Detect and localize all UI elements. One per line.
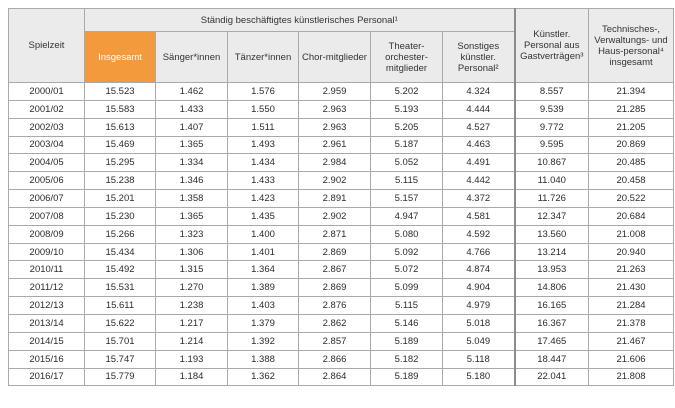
table-row [9,314,674,332]
value-cell: 5.049 [443,332,515,350]
value-cell: 4.947 [371,207,443,225]
value-cell: 2.864 [299,368,371,386]
value-cell: 5.052 [371,154,443,172]
value-cell: 4.979 [443,297,515,315]
value-cell: 2.876 [299,297,371,315]
value-cell: 1.576 [228,83,299,101]
value-cell: 14.806 [515,279,589,297]
value-cell: 5.187 [371,136,443,154]
value-cell: 2.871 [299,225,371,243]
value-cell: 2.869 [299,279,371,297]
value-cell: 20.458 [589,172,674,190]
value-cell: 15.434 [85,243,156,261]
value-cell: 5.099 [371,279,443,297]
value-cell: 1.184 [156,368,228,386]
value-cell: 15.622 [85,314,156,332]
season-cell: 2006/07 [9,190,85,208]
value-cell: 16.367 [515,314,589,332]
value-cell: 15.583 [85,100,156,118]
value-cell: 11.726 [515,190,589,208]
value-cell: 1.214 [156,332,228,350]
season-cell: 2003/04 [9,136,85,154]
value-cell: 16.165 [515,297,589,315]
table-row [9,172,674,190]
value-cell: 21.378 [589,314,674,332]
value-cell: 9.539 [515,100,589,118]
value-cell: 15.611 [85,297,156,315]
value-cell: 1.434 [228,154,299,172]
value-cell: 9.772 [515,118,589,136]
value-cell: 5.080 [371,225,443,243]
value-cell: 21.430 [589,279,674,297]
value-cell: 8.557 [515,83,589,101]
value-cell: 2.866 [299,350,371,368]
value-cell: 15.531 [85,279,156,297]
value-cell: 15.266 [85,225,156,243]
season-cell: 2011/12 [9,279,85,297]
value-cell: 5.018 [443,314,515,332]
value-cell: 5.157 [371,190,443,208]
value-cell: 2.961 [299,136,371,154]
value-cell: 5.146 [371,314,443,332]
header-total: Insgesamt [85,32,156,83]
value-cell: 1.379 [228,314,299,332]
table-row [9,207,674,225]
value-cell: 21.394 [589,83,674,101]
value-cell: 1.423 [228,190,299,208]
table-row [9,350,674,368]
value-cell: 11.040 [515,172,589,190]
header-choir: Chor-mitglieder [299,32,371,83]
value-cell: 5.072 [371,261,443,279]
value-cell: 2.867 [299,261,371,279]
table-row [9,243,674,261]
table-row [9,100,674,118]
season-cell: 2000/01 [9,83,85,101]
table-row [9,279,674,297]
value-cell: 4.444 [443,100,515,118]
value-cell: 1.365 [156,207,228,225]
season-cell: 2002/03 [9,118,85,136]
value-cell: 21.284 [589,297,674,315]
value-cell: 15.201 [85,190,156,208]
value-cell: 5.182 [371,350,443,368]
value-cell: 15.523 [85,83,156,101]
value-cell: 2.862 [299,314,371,332]
value-cell: 1.315 [156,261,228,279]
value-cell: 15.295 [85,154,156,172]
value-cell: 4.766 [443,243,515,261]
header-group-artistic-staff: Ständig beschäftigtes künstlerisches Personal¹ [85,9,515,32]
value-cell: 1.270 [156,279,228,297]
value-cell: 1.323 [156,225,228,243]
value-cell: 1.389 [228,279,299,297]
value-cell: 1.407 [156,118,228,136]
value-cell: 1.550 [228,100,299,118]
value-cell: 1.388 [228,350,299,368]
value-cell: 1.365 [156,136,228,154]
value-cell: 2.891 [299,190,371,208]
table-row [9,261,674,279]
table-row [9,225,674,243]
table-row [9,368,674,386]
season-cell: 2010/11 [9,261,85,279]
value-cell: 15.613 [85,118,156,136]
value-cell: 13.214 [515,243,589,261]
value-cell: 2.869 [299,243,371,261]
value-cell: 12.347 [515,207,589,225]
value-cell: 18.447 [515,350,589,368]
value-cell: 15.238 [85,172,156,190]
value-cell: 4.904 [443,279,515,297]
value-cell: 15.492 [85,261,156,279]
value-cell: 1.493 [228,136,299,154]
header-guest-contracts: Künstler. Personal aus Gastverträgen³ [515,9,589,83]
value-cell: 15.779 [85,368,156,386]
value-cell: 1.433 [228,172,299,190]
value-cell: 15.230 [85,207,156,225]
value-cell: 1.400 [228,225,299,243]
season-cell: 2015/16 [9,350,85,368]
table-row [9,83,674,101]
value-cell: 1.217 [156,314,228,332]
table-row [9,136,674,154]
value-cell: 21.808 [589,368,674,386]
value-cell: 1.511 [228,118,299,136]
table-row [9,154,674,172]
value-cell: 21.285 [589,100,674,118]
value-cell: 5.202 [371,83,443,101]
value-cell: 1.392 [228,332,299,350]
value-cell: 15.747 [85,350,156,368]
value-cell: 15.701 [85,332,156,350]
value-cell: 5.180 [443,368,515,386]
value-cell: 5.189 [371,332,443,350]
header-orchestra: Theater-orchester-mitglieder [371,32,443,83]
value-cell: 4.581 [443,207,515,225]
value-cell: 4.874 [443,261,515,279]
header-technical-staff: Technisches-, Verwaltungs- und Haus-personal⁴ insgesamt [589,9,674,83]
value-cell: 20.684 [589,207,674,225]
season-cell: 2001/02 [9,100,85,118]
value-cell: 4.491 [443,154,515,172]
season-cell: 2008/09 [9,225,85,243]
value-cell: 1.364 [228,261,299,279]
value-cell: 1.334 [156,154,228,172]
season-cell: 2016/17 [9,368,85,386]
value-cell: 10.867 [515,154,589,172]
value-cell: 5.092 [371,243,443,261]
value-cell: 5.193 [371,100,443,118]
value-cell: 1.346 [156,172,228,190]
season-cell: 2014/15 [9,332,85,350]
season-cell: 2005/06 [9,172,85,190]
value-cell: 4.527 [443,118,515,136]
value-cell: 9.595 [515,136,589,154]
value-cell: 20.522 [589,190,674,208]
value-cell: 1.462 [156,83,228,101]
value-cell: 1.306 [156,243,228,261]
value-cell: 4.324 [443,83,515,101]
value-cell: 20.940 [589,243,674,261]
value-cell: 1.403 [228,297,299,315]
value-cell: 2.959 [299,83,371,101]
table-row [9,297,674,315]
table-row [9,118,674,136]
value-cell: 1.362 [228,368,299,386]
value-cell: 22.041 [515,368,589,386]
value-cell: 1.358 [156,190,228,208]
value-cell: 13.953 [515,261,589,279]
value-cell: 1.401 [228,243,299,261]
value-cell: 20.485 [589,154,674,172]
season-cell: 2013/14 [9,314,85,332]
value-cell: 5.189 [371,368,443,386]
value-cell: 2.963 [299,100,371,118]
header-singers: Sänger*innen [156,32,228,83]
value-cell: 4.442 [443,172,515,190]
value-cell: 4.463 [443,136,515,154]
season-cell: 2012/13 [9,297,85,315]
table-row [9,332,674,350]
value-cell: 5.115 [371,172,443,190]
value-cell: 2.902 [299,207,371,225]
value-cell: 2.902 [299,172,371,190]
value-cell: 21.263 [589,261,674,279]
table-row [9,190,674,208]
header-season: Spielzeit [9,9,85,83]
value-cell: 5.205 [371,118,443,136]
value-cell: 21.008 [589,225,674,243]
value-cell: 4.372 [443,190,515,208]
value-cell: 2.963 [299,118,371,136]
value-cell: 5.115 [371,297,443,315]
table-body [9,83,674,386]
value-cell: 2.984 [299,154,371,172]
header-dancers: Tänzer*innen [228,32,299,83]
value-cell: 21.467 [589,332,674,350]
header-other-artistic: Sonstiges künstler. Personal² [443,32,515,83]
value-cell: 1.238 [156,297,228,315]
season-cell: 2009/10 [9,243,85,261]
value-cell: 15.469 [85,136,156,154]
value-cell: 1.433 [156,100,228,118]
value-cell: 21.205 [589,118,674,136]
value-cell: 4.592 [443,225,515,243]
season-cell: 2004/05 [9,154,85,172]
value-cell: 21.606 [589,350,674,368]
value-cell: 17.465 [515,332,589,350]
season-cell: 2007/08 [9,207,85,225]
personnel-table [8,8,674,386]
value-cell: 20.869 [589,136,674,154]
value-cell: 1.193 [156,350,228,368]
value-cell: 2.857 [299,332,371,350]
value-cell: 5.118 [443,350,515,368]
value-cell: 1.435 [228,207,299,225]
value-cell: 13.560 [515,225,589,243]
